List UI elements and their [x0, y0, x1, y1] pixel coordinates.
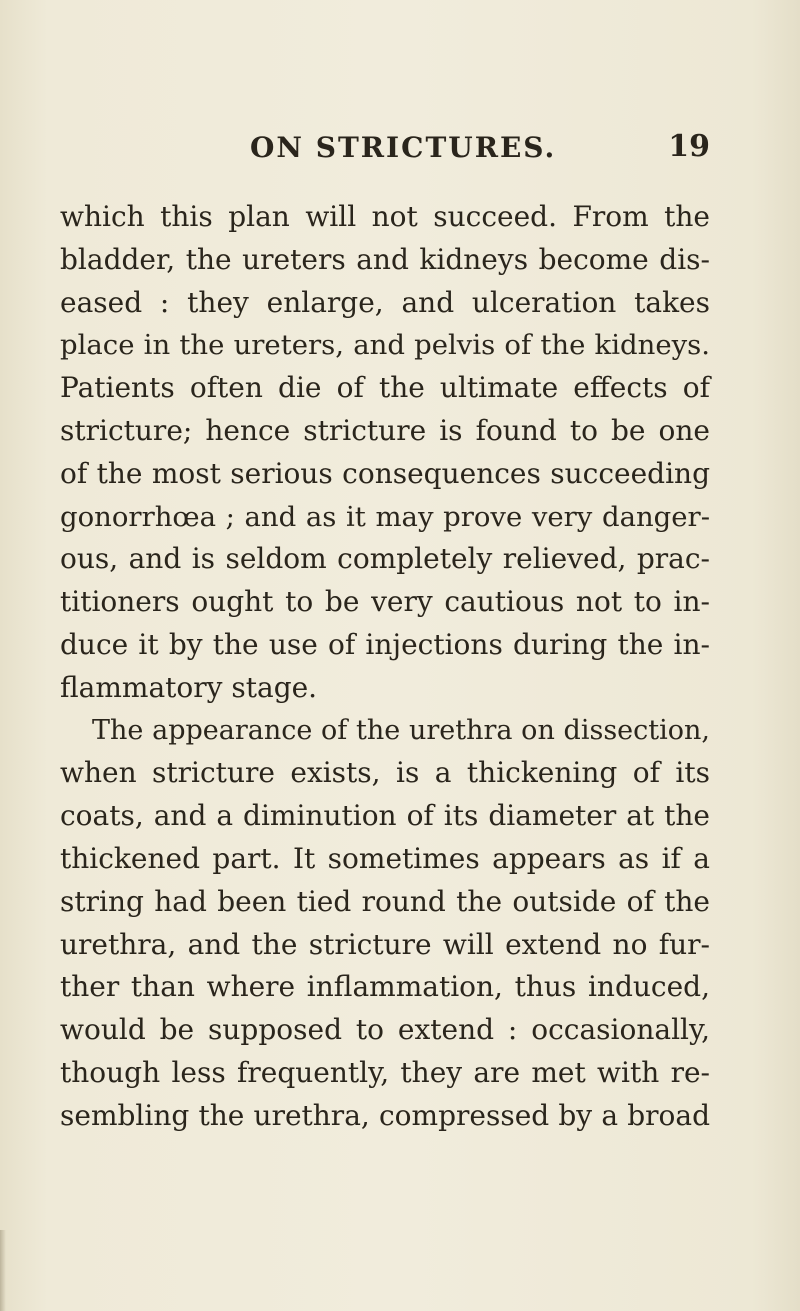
- text-line: of the most serious consequences succeeding: [60, 456, 710, 490]
- page-number: 19: [668, 129, 710, 164]
- running-head: ON STRICTURES.: [250, 131, 557, 164]
- text-line: string had been tied round the outside of the: [60, 884, 710, 918]
- text-line: titioners ought to be very cautious not to in-: [60, 585, 710, 619]
- page-edge-shadow: [0, 1230, 6, 1311]
- text-line: thickened part. It sometimes appears as if a: [60, 841, 710, 875]
- text-line: when stricture exists, is a thickening of its: [60, 756, 710, 790]
- text-line: which this plan will not succeed. From the: [60, 200, 710, 233]
- text-line: sembling the urethra, compressed by a broad: [60, 1098, 710, 1132]
- text-line: urethra, and the stricture will extend no fur-: [60, 927, 710, 961]
- body-text: [60, 196, 710, 1138]
- paragraph-start-line: The appearance of the urethra on dissection,: [92, 714, 710, 746]
- text-line: ous, and is seldom completely relieved, prac-: [60, 542, 710, 576]
- text-line: bladder, the ureters and kidneys become dis-: [60, 242, 710, 276]
- text-line: gonorrhœa ; and as it may prove very danger-: [60, 500, 710, 533]
- paragraph-end-line: flammatory stage.: [60, 670, 318, 704]
- text-line: though less frequently, they are met with re-: [60, 1055, 710, 1089]
- text-line: ther than where inflammation, thus induced,: [60, 970, 710, 1004]
- text-line: coats, and a diminution of its diameter at the: [60, 799, 710, 833]
- text-line: eased : they enlarge, and ulceration takes: [60, 285, 710, 319]
- page-header: [250, 129, 710, 172]
- text-line: would be supposed to extend : occasionally,: [60, 1013, 710, 1047]
- text-line: place in the ureters, and pelvis of the kidneys.: [60, 329, 710, 362]
- text-line: Patients often die of the ultimate effects of: [60, 371, 710, 405]
- text-line: stricture; hence stricture is found to be one: [60, 413, 710, 447]
- text-line: duce it by the use of injections during the in-: [60, 627, 710, 661]
